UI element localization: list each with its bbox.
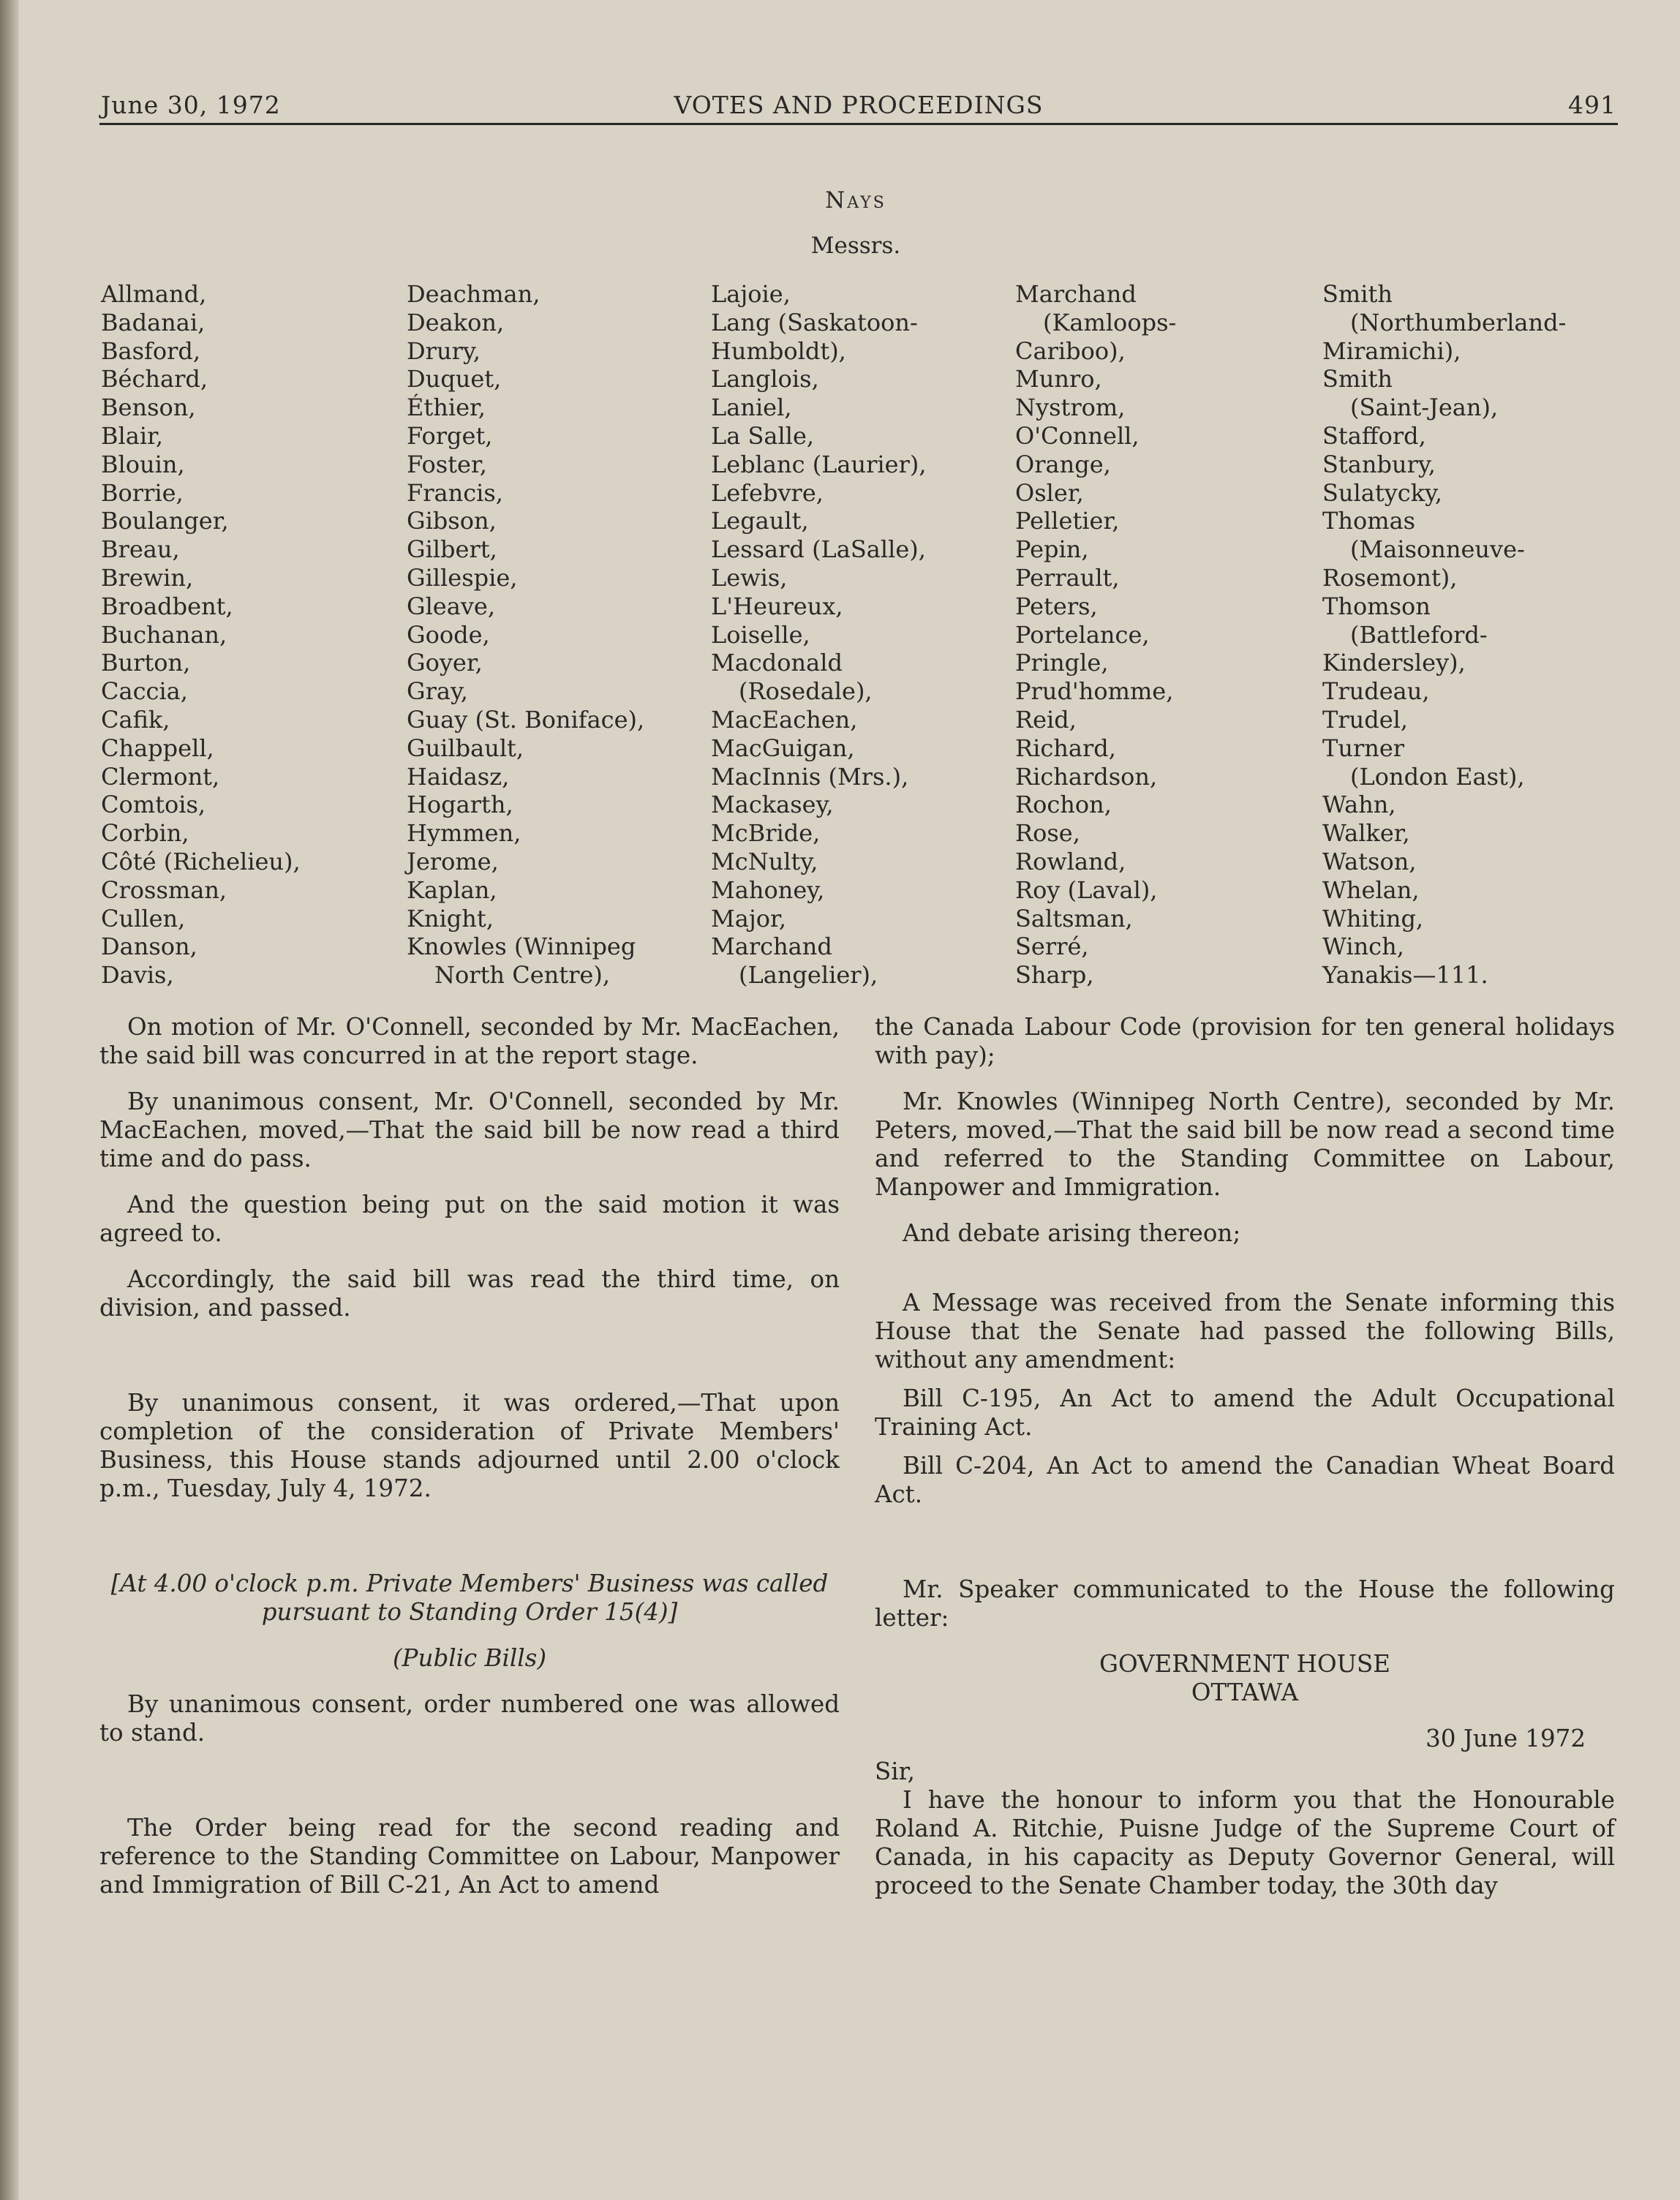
member-name: Smith	[1322, 280, 1393, 308]
member-name: Serré,	[1015, 933, 1089, 961]
member-name: Broadbent,	[101, 592, 233, 620]
member-name: Gilbert,	[407, 535, 497, 564]
nays-column-2	[407, 280, 644, 990]
member-name: Goode,	[407, 620, 490, 649]
letter-date: 30 June 1972	[1425, 1725, 1586, 1752]
letter-salutation: Sir,	[875, 1758, 915, 1785]
member-name: Sharp,	[1015, 961, 1094, 990]
member-name: Éthier,	[407, 393, 486, 422]
member-name: Pelletier,	[1015, 507, 1120, 535]
paragraph: On motion of Mr. O'Connell, seconded by Mr. MacEachen, the said bill was concurred in at the report stage.	[99, 1013, 840, 1069]
member-name: Lewis,	[711, 563, 788, 592]
member-name: Sulatycky,	[1322, 478, 1443, 507]
nays-column-1	[101, 280, 301, 990]
member-name: Trudel,	[1322, 705, 1409, 734]
paragraph: I have the honour to inform you that the Honourable Roland A. Ritchie, Puisne Judge of the Supreme Court of Canada, in his capacity as Deputy Governor General, will proceed to the Senate Chamber today, the 30th day	[875, 1786, 1615, 1899]
member-name: Peters,	[1015, 592, 1098, 620]
paragraph: The Order being read for the second reading and reference to the Standing Committee on Labour, Manpower and Immigration of Bill C-21, An Act to amend	[99, 1814, 840, 1899]
subheading: (Public Bills)	[392, 1644, 547, 1672]
member-name: La Salle,	[711, 421, 815, 450]
member-name: Yanakis—111.	[1322, 961, 1488, 990]
member-name: Portelance,	[1015, 620, 1150, 649]
member-name: Thomson	[1322, 592, 1431, 620]
member-name: O'Connell,	[1015, 421, 1140, 450]
member-name: Rose,	[1015, 819, 1080, 848]
member-name: North Centre),	[434, 961, 610, 990]
paragraph: Accordingly, the said bill was read the third time, on division, and passed.	[99, 1265, 840, 1322]
member-name: Gray,	[407, 677, 468, 706]
member-name: (London East),	[1350, 762, 1525, 791]
member-name: Crossman,	[101, 875, 227, 904]
member-name: Lang (Saskatoon-	[711, 308, 918, 336]
member-name: Cullen,	[101, 904, 186, 933]
member-name: Whiting,	[1322, 904, 1424, 933]
member-name: Rosemont),	[1322, 563, 1458, 592]
member-name: Béchard,	[101, 365, 208, 393]
member-name: Marchand	[711, 933, 832, 961]
member-name: L'Heureux,	[711, 592, 843, 620]
member-name: Osler,	[1015, 478, 1084, 507]
member-name: Thomas	[1322, 507, 1416, 535]
member-name: Hymmen,	[407, 819, 521, 848]
member-name: Watson,	[1322, 847, 1417, 875]
paragraph: A Message was received from the Senate informing this House that the Senate had passed the following Bills, without any amendment:	[875, 1289, 1615, 1374]
member-name: (Saint-Jean),	[1350, 393, 1499, 422]
member-name: Côté (Richelieu),	[101, 847, 301, 875]
member-name: Haidasz,	[407, 762, 510, 791]
member-name: Lefebvre,	[711, 478, 824, 507]
member-name: Breau,	[101, 535, 180, 564]
member-name: Macdonald	[711, 649, 843, 677]
member-name: Smith	[1322, 365, 1393, 393]
italic-note: [At 4.00 o'clock p.m. Private Members' Business was called pursuant to Standing Order 15(4)]	[110, 1570, 829, 1626]
member-name: Gleave,	[407, 592, 495, 620]
member-name: Loiselle,	[711, 620, 810, 649]
member-name: Clermont,	[101, 762, 220, 791]
member-name: Stafford,	[1322, 421, 1426, 450]
nays-heading: Nays	[825, 187, 886, 214]
member-name: Gibson,	[407, 507, 497, 535]
member-name: Knowles (Winnipeg	[407, 933, 636, 961]
header-date: June 30, 1972	[101, 91, 281, 119]
paragraph: And debate arising thereon;	[903, 1219, 1241, 1247]
member-name: Trudeau,	[1322, 677, 1430, 706]
member-name: Guay (St. Boniface),	[407, 705, 645, 734]
member-name: Knight,	[407, 904, 494, 933]
paragraph: Bill C-204, An Act to amend the Canadian Wheat Board Act.	[875, 1452, 1615, 1508]
member-name: Borrie,	[101, 478, 184, 507]
nays-column-3	[711, 280, 927, 990]
member-name: Boulanger,	[101, 507, 229, 535]
letter-heading: GOVERNMENT HOUSE	[1099, 1650, 1390, 1678]
member-name: McNulty,	[711, 847, 818, 875]
member-name: Lajoie,	[711, 280, 791, 308]
member-name: Badanai,	[101, 308, 206, 336]
member-name: Corbin,	[101, 819, 189, 848]
member-name: (Rosedale),	[739, 677, 873, 706]
member-name: Buchanan,	[101, 620, 227, 649]
member-name: Hogarth,	[407, 791, 513, 819]
member-name: Perrault,	[1015, 563, 1120, 592]
member-name: (Kamloops-	[1043, 308, 1177, 336]
member-name: Prud'homme,	[1015, 677, 1174, 706]
member-name: Stanbury,	[1322, 450, 1436, 478]
member-name: Allmand,	[101, 280, 207, 308]
member-name: McBride,	[711, 819, 821, 848]
member-name: Marchand	[1015, 280, 1137, 308]
paragraph: Mr. Speaker communicated to the House the following letter:	[875, 1575, 1615, 1632]
member-name: Reid,	[1015, 705, 1077, 734]
nays-column-4	[1015, 280, 1176, 990]
member-name: Cariboo),	[1015, 336, 1126, 365]
member-name: Mackasey,	[711, 791, 834, 819]
member-name: Brewin,	[101, 563, 194, 592]
member-name: MacInnis (Mrs.),	[711, 762, 909, 791]
member-name: Richard,	[1015, 734, 1116, 762]
nays-subheading: Messrs.	[810, 233, 901, 259]
member-name: Deakon,	[407, 308, 505, 336]
letter-heading: OTTAWA	[1191, 1679, 1299, 1706]
member-name: Pringle,	[1015, 649, 1109, 677]
member-name: Major,	[711, 904, 786, 933]
member-name: (Langelier),	[739, 961, 878, 990]
member-name: Danson,	[101, 933, 197, 961]
member-name: Duquet,	[407, 365, 502, 393]
member-name: Gillespie,	[407, 563, 518, 592]
member-name: Whelan,	[1322, 875, 1420, 904]
paragraph: By unanimous consent, it was ordered,—That upon completion of the consideration of Private Members' Business, this House stands adjourned until 2.00 o'clock p.m., Tuesday, July 4, 1972.	[99, 1389, 840, 1502]
member-name: Laniel,	[711, 393, 792, 422]
page-header	[99, 88, 1618, 125]
member-name: Mahoney,	[711, 875, 825, 904]
paragraph: the Canada Labour Code (provision for ten general holidays with pay);	[875, 1013, 1615, 1069]
member-name: Caccia,	[101, 677, 188, 706]
member-name: Saltsman,	[1015, 904, 1133, 933]
member-name: Nystrom,	[1015, 393, 1126, 422]
member-name: Roy (Laval),	[1015, 875, 1158, 904]
member-name: Pepin,	[1015, 535, 1089, 564]
paragraph: By unanimous consent, Mr. O'Connell, seconded by Mr. MacEachen, moved,—That the said bill be now read a third time and do pass.	[99, 1088, 840, 1172]
header-title: VOTES AND PROCEEDINGS	[674, 91, 1044, 119]
member-name: Humboldt),	[711, 336, 846, 365]
member-name: Drury,	[407, 336, 481, 365]
member-name: Burton,	[101, 649, 191, 677]
member-name: Richardson,	[1015, 762, 1158, 791]
member-name: Langlois,	[711, 365, 819, 393]
member-name: Rochon,	[1015, 791, 1112, 819]
member-name: Francis,	[407, 478, 503, 507]
member-name: (Northumberland-	[1350, 308, 1567, 336]
member-name: Miramichi),	[1322, 336, 1461, 365]
paragraph: And the question being put on the said motion it was agreed to.	[99, 1191, 840, 1247]
member-name: Orange,	[1015, 450, 1111, 478]
member-name: Deachman,	[407, 280, 540, 308]
member-name: Kindersley),	[1322, 649, 1466, 677]
member-name: MacGuigan,	[711, 734, 855, 762]
member-name: Leblanc (Laurier),	[711, 450, 927, 478]
member-name: Davis,	[101, 961, 174, 990]
member-name: Walker,	[1322, 819, 1410, 848]
member-name: Kaplan,	[407, 875, 497, 904]
member-name: Turner	[1322, 734, 1405, 762]
member-name: Comtois,	[101, 791, 206, 819]
member-name: MacEachen,	[711, 705, 858, 734]
member-name: Wahn,	[1322, 791, 1396, 819]
member-name: Foster,	[407, 450, 487, 478]
member-name: Lessard (LaSalle),	[711, 535, 926, 564]
book-spine-shadow	[0, 0, 19, 2200]
member-name: Chappell,	[101, 734, 214, 762]
member-name: Winch,	[1322, 933, 1404, 961]
paragraph: Mr. Knowles (Winnipeg North Centre), seconded by Mr. Peters, moved,—That the said bill be now read a second time and referred to the Standing Committee on Labour, Manpower and Immigration.	[875, 1088, 1615, 1201]
member-name: Jerome,	[407, 847, 499, 875]
member-name: Legault,	[711, 507, 809, 535]
member-name: (Battleford-	[1350, 620, 1488, 649]
member-name: Basford,	[101, 336, 201, 365]
right-text-column	[875, 1013, 1615, 1900]
paragraph: By unanimous consent, order numbered one was allowed to stand.	[99, 1690, 840, 1747]
member-name: (Maisonneuve-	[1350, 535, 1525, 564]
member-name: Benson,	[101, 393, 196, 422]
member-name: Cafik,	[101, 705, 170, 734]
page-number: 491	[1568, 91, 1616, 119]
member-name: Rowland,	[1015, 847, 1126, 875]
member-name: Forget,	[407, 421, 493, 450]
nays-column-5	[1322, 280, 1566, 990]
member-name: Blouin,	[101, 450, 185, 478]
left-text-column	[99, 1013, 840, 1899]
paragraph: Bill C-195, An Act to amend the Adult Occupational Training Act.	[875, 1385, 1615, 1441]
member-name: Blair,	[101, 421, 164, 450]
member-name: Munro,	[1015, 365, 1102, 393]
member-name: Goyer,	[407, 649, 483, 677]
member-name: Guilbault,	[407, 734, 524, 762]
